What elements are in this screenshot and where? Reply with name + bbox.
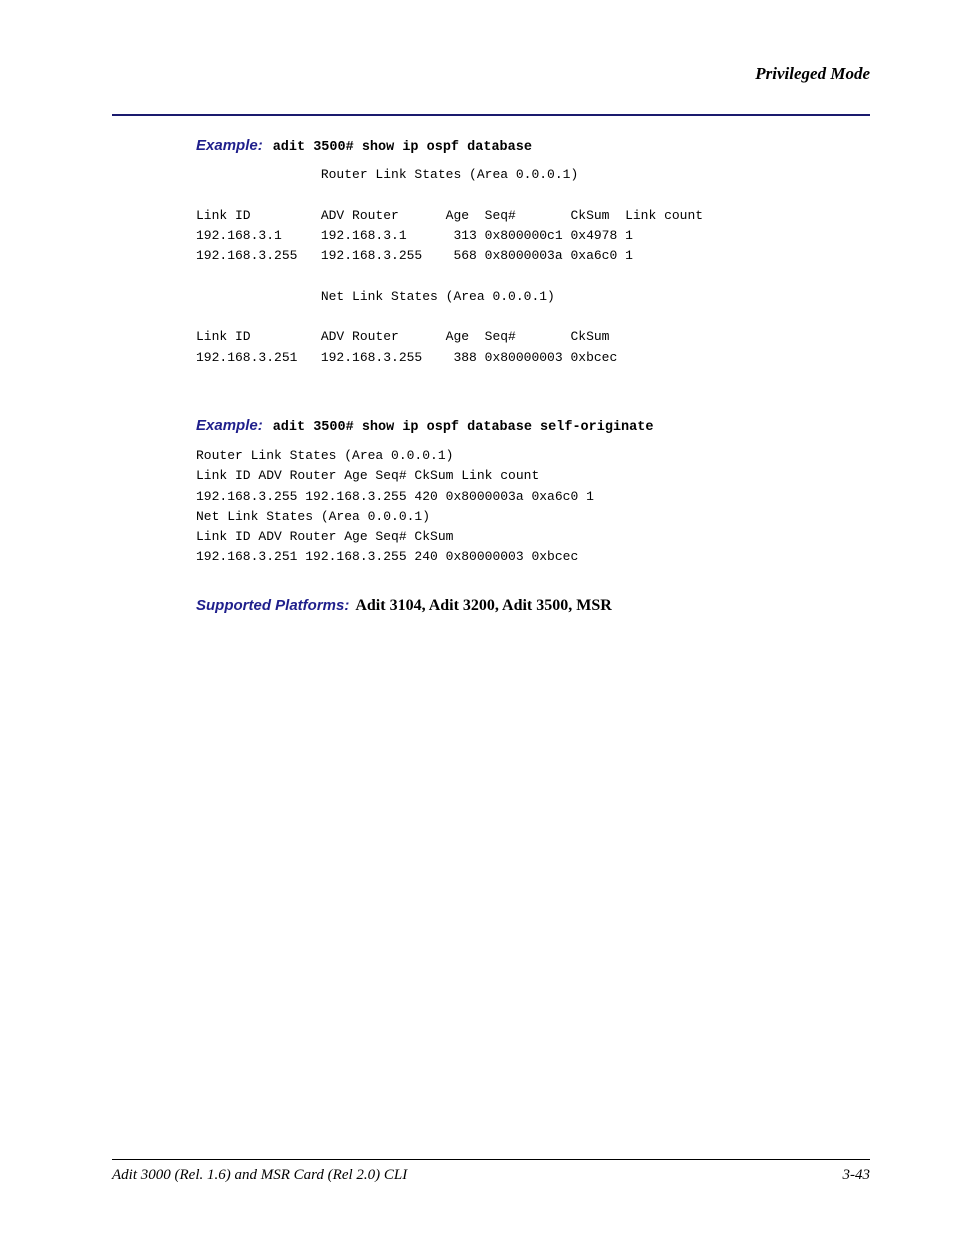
supported-platforms [196, 596, 612, 616]
header-divider [112, 114, 870, 116]
example-2-heading [196, 416, 653, 438]
supported-platforms-value: Adit 3104, Adit 3200, Adit 3500, MSR [355, 597, 612, 614]
page-header-title: Privileged Mode [755, 64, 870, 83]
example-1-heading [196, 136, 532, 158]
example-2-label: Example: [196, 417, 263, 434]
example-1-command: adit 3500# show ip ospf database [272, 140, 532, 155]
footer-page-number: 3-43 [842, 1167, 870, 1183]
example-2-command: adit 3500# show ip ospf database self-originate [272, 420, 654, 435]
example-1-output: Router Link States (Area 0.0.0.1) Link ID ADV Router Age Seq# CkSum Link count 192.168.3.1 192.168.3.1 313 0x800000c1 0x4978 1 192.168.3.255 192.168.3.255 568 0x8000003a 0xa6c0 1 Net Link States (Area 0.0.0.1) Link ID ADV Router Age Seq# CkSum 192.168.3.251 192.168.3.255 388 0x80000003 0xbcec [196, 167, 704, 365]
example-1-label: Example: [196, 137, 263, 154]
footer-divider [112, 1159, 870, 1160]
footer-document-title: Adit 3000 (Rel. 1.6) and MSR Card (Rel 2.0) CLI [112, 1167, 408, 1183]
supported-platforms-label: Supported Platforms: [196, 597, 350, 614]
example-2-output: Router Link States (Area 0.0.0.1) Link ID ADV Router Age Seq# CkSum Link count 192.168.3.255 192.168.3.255 420 0x8000003a 0xa6c0 1 Net Link States (Area 0.0.0.1) Link ID ADV Router Age Seq# CkSum 192.168.3.251 192.168.3.255 240 0x80000003 0xbcec [196, 448, 594, 565]
